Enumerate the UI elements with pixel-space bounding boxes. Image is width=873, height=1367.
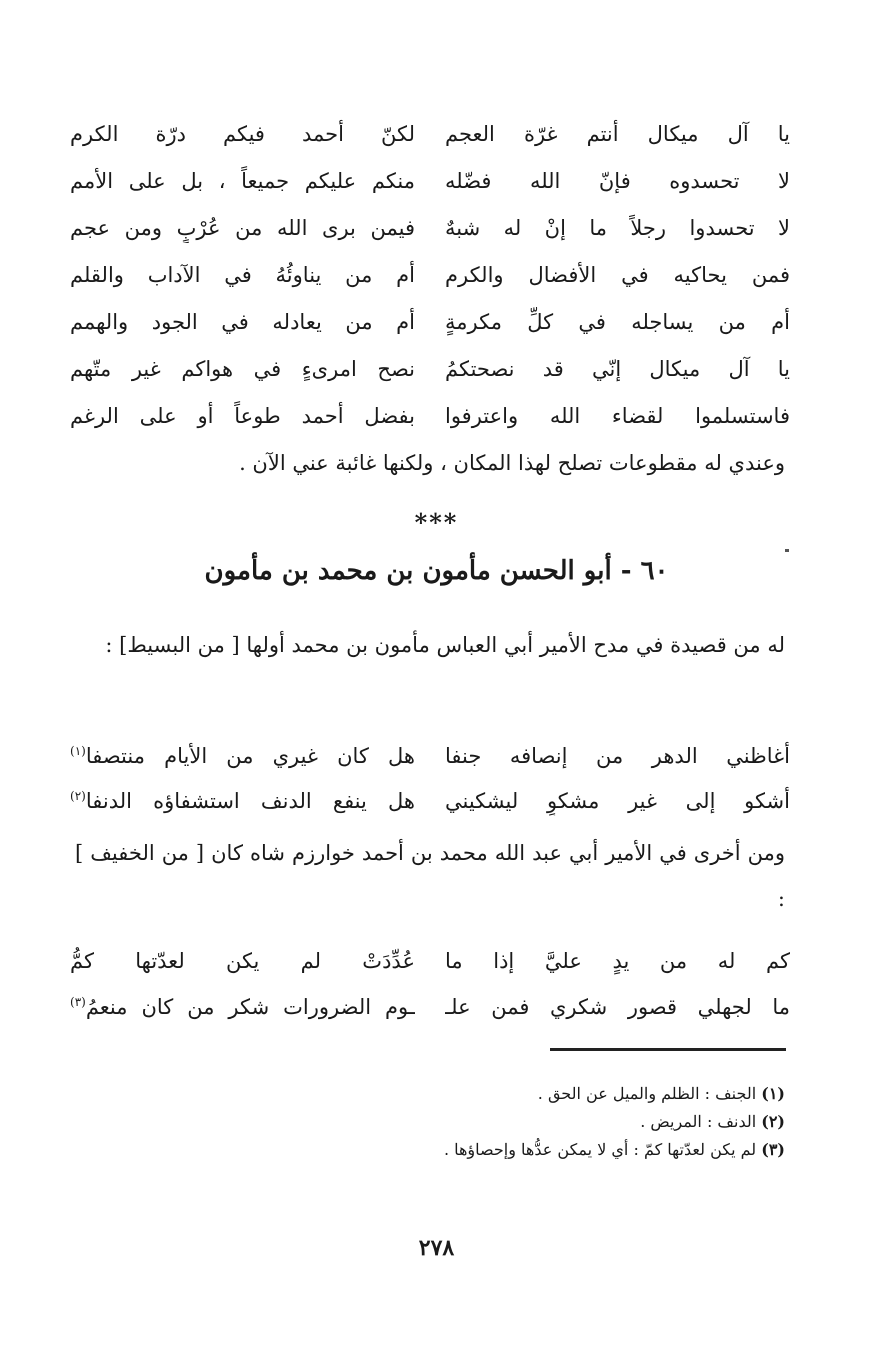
poem-second [70,733,790,823]
hemistich-first: أم من يساجله في كلِّ مكرمةٍ [445,309,790,334]
hemistich-first: فاستسلموا لقضاء الله واعترفوا [445,403,790,428]
footnote-number: (٢) [761,1112,785,1131]
hemistich-text: عُدِّدَتْ لم يكن لعدّتها كمُّ [70,949,415,973]
hemistich-second: لكنّ أحمد فيكم درّة الكرم [70,121,415,146]
verse [70,984,790,1030]
hemistich-second: أم من يناوئُهُ في الآداب والقلم [70,262,415,287]
hemistich-first: يا آل ميكال أنتم غرّة العجم [445,121,790,146]
verse [70,298,790,345]
footnote-marker: (٣) [70,995,86,1009]
footnote [370,1108,785,1136]
verse [70,110,790,157]
verse [70,157,790,204]
hemistich-second: منكم عليكم جميعاً ، بل على الأمم [70,168,415,193]
verse [70,938,790,984]
hemistich-second [70,786,415,816]
hemistich-first: لا تحسدوه فإنّ الله فضّله [445,168,790,193]
footnote-number: (١) [761,1084,785,1103]
page-number: ٢٧٨ [418,1235,455,1261]
section-separator: *** [414,508,459,537]
hemistich-second: أم من يعادله في الجود والهمم [70,309,415,334]
footnote-rule [550,1048,786,1051]
verse [70,392,790,439]
footnotes [370,1080,785,1164]
verse [70,778,790,823]
hemistich-first: يا آل ميكال إنّي قد نصحتكمُ [445,356,790,381]
verse [70,204,790,251]
scan-mark [785,549,789,552]
footnote-text: الجنف : الظلم والميل عن الحق . [537,1084,757,1103]
hemistich-second: بفضل أحمد طوعاً أو على الرغم [70,403,415,428]
footnote [370,1080,785,1108]
hemistich-text: ـوم الضرورات شكر من كان منعمُ [85,995,415,1019]
hemistich-first: ما لجهلي قصور شكري فمن علـ [445,995,790,1019]
hemistich-second: نصح امرىءٍ في هواكم غير متّهم [70,356,415,381]
hemistich-second [70,946,415,976]
hemistich-first: لا تحسدوا رجلاً ما إنْ له شبهٌ [445,215,790,240]
hemistich-first: كم له من يدٍ عليَّ إذا ما [445,949,790,973]
hemistich-text: هل كان غيري من الأيام منتصفا [85,743,415,768]
poem-top [70,110,790,439]
footnote-text: الدنف : المريض . [640,1112,757,1131]
footnote-text: لم يكن لعدّتها كمّ : أي لا يمكن عدُّها وإحصاؤها . [443,1140,757,1159]
intro-paragraph-2: ومن أخرى في الأمير أبي عبد الله محمد بن أحمد خوارزم شاه كان [ من الخفيف ] : [75,841,785,911]
footnote-marker: (٢) [70,788,86,803]
hemistich-second [70,741,415,771]
verse [70,251,790,298]
verse [70,733,790,778]
hemistich-first: فمن يحاكيه في الأفضال والكرم [445,262,790,287]
note-paragraph: وعندي له مقطوعات تصلح لهذا المكان ، ولكنها غائبة عني الآن . [239,451,785,475]
hemistich-first: أغاظني الدهر من إنصافه جنفا [445,743,790,768]
hemistich-second: فيمن برى الله من عُرْبٍ ومن عجم [70,215,415,240]
section-heading: ٦٠ - أبو الحسن مأمون بن محمد بن مأمون [204,556,669,586]
intro-paragraph-1: له من قصيدة في مدح الأمير أبي العباس مأمون بن محمد أولها [ من البسيط] : [105,633,785,657]
verse [70,345,790,392]
footnote-number: (٣) [761,1140,785,1159]
hemistich-first: أشكو إلى غير مشكوٍ ليشكيني [445,788,790,813]
poem-third [70,938,790,1030]
hemistich-second [70,992,415,1022]
footnote-marker: (١) [70,743,86,758]
footnote [370,1136,785,1164]
hemistich-text: هل ينفع الدنف استشفاؤه الدنفا [85,788,415,813]
